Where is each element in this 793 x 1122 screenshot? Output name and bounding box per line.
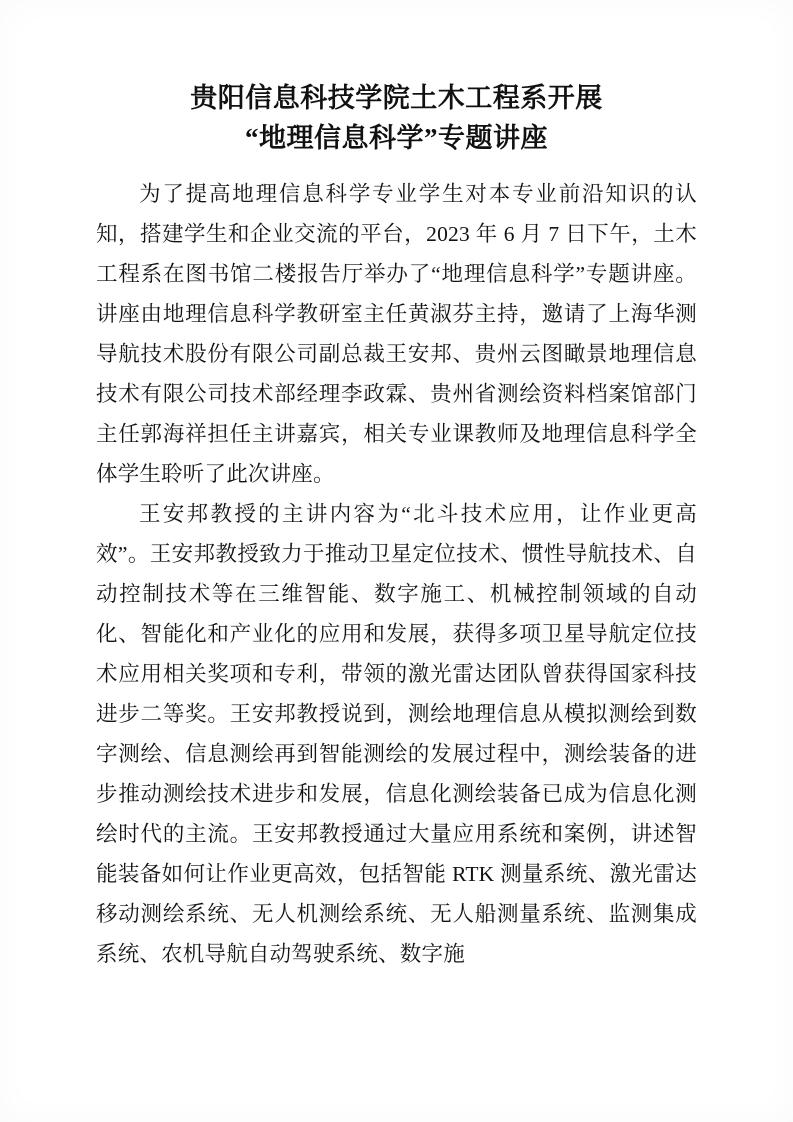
page-content [96, 78, 697, 974]
paragraph-2: 王安邦教授的主讲内容为“北斗技术应用，让作业更高效”。王安邦教授致力于推动卫星定位技术、惯性导航技术、自动控制技术等在三维智能、数字施工、机械控制领域的自动化、智能化和产业化的应用和发展，获得多项卫星导航定位技术应用相关奖项和专利，带领的激光雷达团队曾获得国家科技进步二等奖。王安邦教授说到，测绘地理信息从模拟测绘到数字测绘、信息测绘再到智能测绘的发展过程中，测绘装备的进步推动测绘技术进步和发展，信息化测绘装备已成为信息化测绘时代的主流。王安邦教授通过大量应用系统和案例，讲述智能装备如何让作业更高效，包括智能 RTK 测量系统、激光雷达移动测绘系统、无人机测绘系统、无人船测量系统、监测集成系统、农机导航自动驾驶系统、数字施 [96, 502, 697, 966]
page-title-line-2: “地理信息科学”专题讲座 [245, 123, 548, 153]
page-title-line-1: 贵阳信息科技学院土木工程系开展 [190, 83, 603, 113]
page-title [96, 78, 697, 158]
paragraph-1: 为了提高地理信息科学专业学生对本专业前沿知识的认知，搭建学生和企业交流的平台，2023 年 6 月 7 日下午，土木工程系在图书馆二楼报告厅举办了“地理信息科学”专题讲座。讲座由地理信息科学教研室主任黄淑芬主持，邀请了上海华测导航技术股份有限公司副总裁王安邦、贵州云图瞰景地理信息技术有限公司技术部经理李政霖、贵州省测绘资料档案馆部门主任郭海祥担任主讲嘉宾，相关专业课教师及地理信息科学全体学生聆听了此次讲座。 [96, 182, 697, 486]
document-body [96, 174, 697, 974]
